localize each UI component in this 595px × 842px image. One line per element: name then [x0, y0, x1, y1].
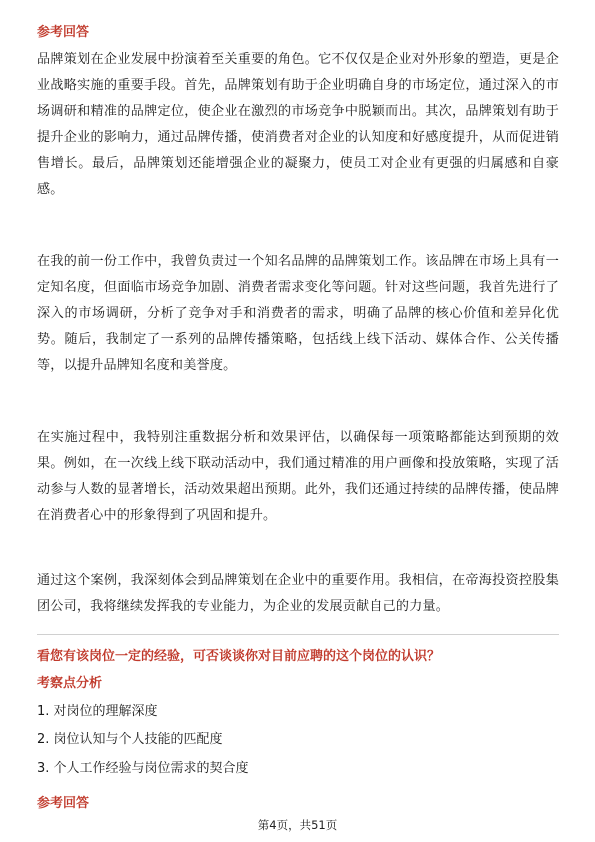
- reference-answer-heading-2: 参考回答: [37, 796, 90, 811]
- analysis-heading: 考察点分析: [37, 676, 103, 691]
- reference-answer-heading: 参考回答: [37, 25, 90, 40]
- answer-paragraph-2: 在我的前一份工作中，我曾负责过一个知名品牌的品牌策划工作。该品牌在市场上具有一定知名度，但面临市场竞争加剧、消费者需求变化等问题。针对这些问题，我首先进行了深入的市场调研，分析了竞争对手和消费者的需求，明确了品牌的核心价值和差异化优势。随后，我制定了一系列的品牌传播策略，包括线上线下活动、媒体合作、公关传播等，以提升品牌知名度和美誉度。: [37, 254, 559, 373]
- answer-paragraph-3: 在实施过程中，我特别注重数据分析和效果评估，以确保每一项策略都能达到预期的效果。例如，在一次线上线下联动活动中，我们通过精准的用户画像和投放策略，实现了活动参与人数的显著增长，活动效果超出预期。此外，我们还通过持续的品牌传播，使品牌在消费者心中的形象得到了巩固和提升。: [37, 430, 559, 523]
- analysis-item-1: 1. 对岗位的理解深度: [37, 704, 158, 719]
- section-divider: [37, 634, 559, 635]
- analysis-item-2: 2. 岗位认知与个人技能的匹配度: [37, 732, 223, 747]
- answer-paragraph-1: 品牌策划在企业发展中扮演着至关重要的角色。它不仅仅是企业对外形象的塑造，更是企业战略实施的重要手段。首先，品牌策划有助于企业明确自身的市场定位，通过深入的市场调研和精准的品牌定位，使企业在激烈的市场竞争中脱颖而出。其次，品牌策划有助于提升企业的影响力，通过品牌传播，使消费者对企业的认知度和好感度提升，从而促进销售增长。最后，品牌策划还能增强企业的凝聚力，使员工对企业有更强的归属感和自豪感。: [37, 52, 559, 197]
- answer-paragraph-4: 通过这个案例，我深刻体会到品牌策划在企业中的重要作用。我相信，在帝海投资控股集团公司，我将继续发挥我的专业能力，为企业的发展贡献自己的力量。: [37, 573, 559, 614]
- page-number: 第4页，共51页: [257, 818, 338, 832]
- interview-question: 看您有该岗位一定的经验，可否谈谈你对目前应聘的这个岗位的认识？: [37, 649, 441, 664]
- analysis-item-3: 3. 个人工作经验与岗位需求的契合度: [37, 761, 249, 776]
